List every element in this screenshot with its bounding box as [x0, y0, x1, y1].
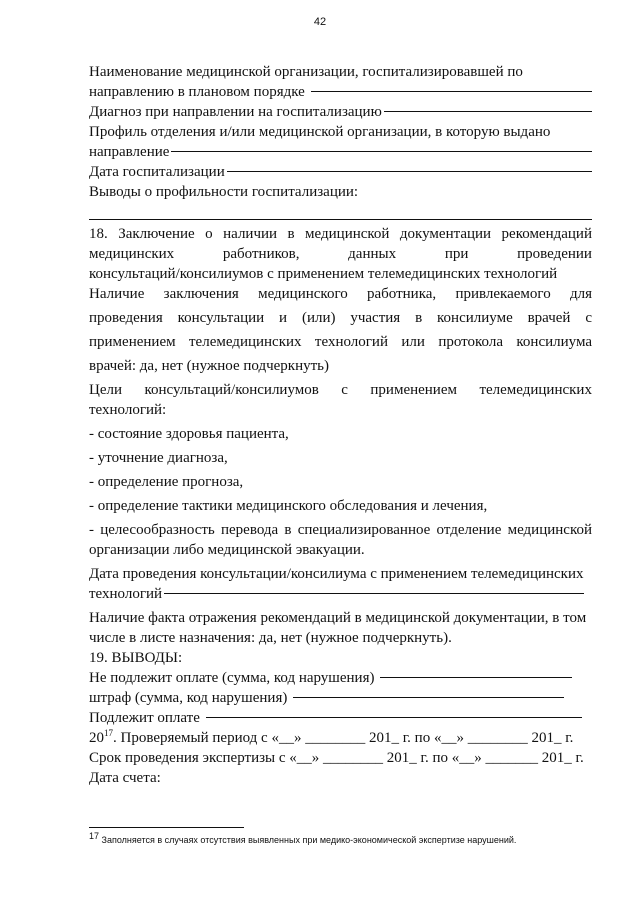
goals-item: - определение тактики медицинского обследования и лечения, — [89, 498, 488, 514]
diagnosis-label: Диагноз при направлении на госпитализацию — [89, 104, 382, 120]
heading-word: работников, — [222, 246, 300, 262]
org-name-field[interactable] — [89, 82, 592, 102]
conclusions-underline[interactable] — [89, 218, 592, 220]
heading-word: при — [444, 246, 469, 262]
payable-field[interactable] — [89, 708, 592, 728]
diagnosis-field[interactable] — [89, 102, 592, 122]
profile-label-line1: Профиль отделения и/или медицинской организации, в которую выдано — [89, 124, 551, 140]
invoice-date-field[interactable] — [89, 768, 592, 788]
fine-field[interactable] — [89, 688, 592, 708]
profile-field[interactable] — [89, 142, 592, 162]
consult-date-field[interactable] — [89, 584, 592, 604]
goals-word: применением — [370, 382, 457, 398]
org-name-underline[interactable] — [311, 90, 592, 92]
heading-word: данных — [348, 246, 397, 262]
presence-line3: применением телемедицинских технологий или протокола консилиума — [89, 334, 592, 350]
goals-item: - состояние здоровья пациента, — [89, 426, 289, 442]
transfer-line2: организации либо медицинской эвакуации. — [89, 542, 365, 558]
goals-word: консультаций/консилиумов — [144, 382, 319, 398]
goals-item: - определение прогноза, — [89, 474, 244, 490]
footnote-text: Заполняется в случаях отсутствия выявленных при медико-экономической экспертизе нарушений. — [99, 835, 517, 845]
consult-date-line1: Дата проведения консультации/консилиума с применением телемедицинских — [89, 566, 584, 582]
not-payable-field[interactable] — [89, 668, 592, 688]
goals-word: с — [341, 382, 348, 398]
transfer-line1: - целесообразность перевода в специализированное отделение медицинской — [89, 522, 592, 538]
goals-item: - уточнение диагноза, — [89, 450, 228, 466]
goals-word: телемедицинских — [479, 382, 592, 398]
form-content — [89, 62, 592, 788]
goals-line1 — [89, 380, 592, 400]
period-line — [89, 728, 592, 748]
profile-label-line2: направление — [89, 144, 170, 160]
section-19-heading: 19. ВЫВОДЫ: — [89, 650, 183, 666]
payable-label: Подлежит оплате — [89, 710, 200, 726]
heading-word: проведении — [517, 246, 592, 262]
hospitalization-date-label: Дата госпитализации — [89, 164, 225, 180]
org-name-label-line1: Наименование медицинской организации, госпитализировавшей по — [89, 64, 523, 80]
recommendations-line2: числе в листе назначения: да, нет (нужное подчеркнуть). — [89, 630, 452, 646]
hospitalization-date-underline[interactable] — [227, 170, 592, 172]
presence-line2: проведения консультации и (или) участия в консилиуме врачей с — [89, 310, 592, 326]
not-payable-label: Не подлежит оплате (сумма, код нарушения) — [89, 670, 375, 686]
presence-line1: Наличие заключения медицинского работника, привлекаемого для — [89, 286, 592, 302]
consult-date-underline[interactable] — [164, 592, 584, 594]
period-prefix: 20 — [89, 730, 104, 746]
fine-underline[interactable] — [293, 696, 564, 698]
conclusions-label: Выводы о профильности госпитализации: — [89, 184, 359, 200]
goals-line2: технологий: — [89, 402, 167, 418]
invoice-date-label: Дата счета: — [89, 770, 161, 786]
consult-date-line2: технологий — [89, 586, 163, 602]
section-18-heading-line1: 18. Заключение о наличии в медицинской документации рекомендаций — [89, 226, 592, 242]
heading-word: медицинских — [89, 246, 175, 262]
expertise-line: Срок проведения экспертизы с «__» ________ 201_ г. по «__» _______ 201_ г. — [89, 750, 584, 766]
period-text: . Проверяемый период с «__» ________ 201_ г. по «__» ________ 201_ г. — [113, 730, 574, 746]
org-name-label-line2: направлению в плановом порядке — [89, 84, 305, 100]
presence-line4: врачей: да, нет (нужное подчеркнуть) — [89, 358, 330, 374]
section-18-heading-line3: консультаций/консилиумов с применением телемедицинских технологий — [89, 266, 558, 282]
footnote-separator — [89, 827, 244, 828]
section-18-heading-line2 — [89, 244, 592, 264]
hospitalization-date-field[interactable] — [89, 162, 592, 182]
profile-underline[interactable] — [171, 150, 592, 152]
fine-label: штраф (сумма, код нарушения) — [89, 690, 288, 706]
payable-underline[interactable] — [206, 716, 582, 718]
goals-word: Цели — [89, 382, 123, 398]
diagnosis-underline[interactable] — [384, 110, 592, 112]
page-number: 42 — [313, 16, 327, 28]
not-payable-underline[interactable] — [380, 676, 572, 678]
footnote-marker: 17 — [104, 728, 113, 738]
footnote — [89, 831, 589, 846]
recommendations-line1: Наличие факта отражения рекомендаций в медицинской документации, в том — [89, 610, 587, 626]
footnote-number: 17 — [89, 831, 100, 841]
